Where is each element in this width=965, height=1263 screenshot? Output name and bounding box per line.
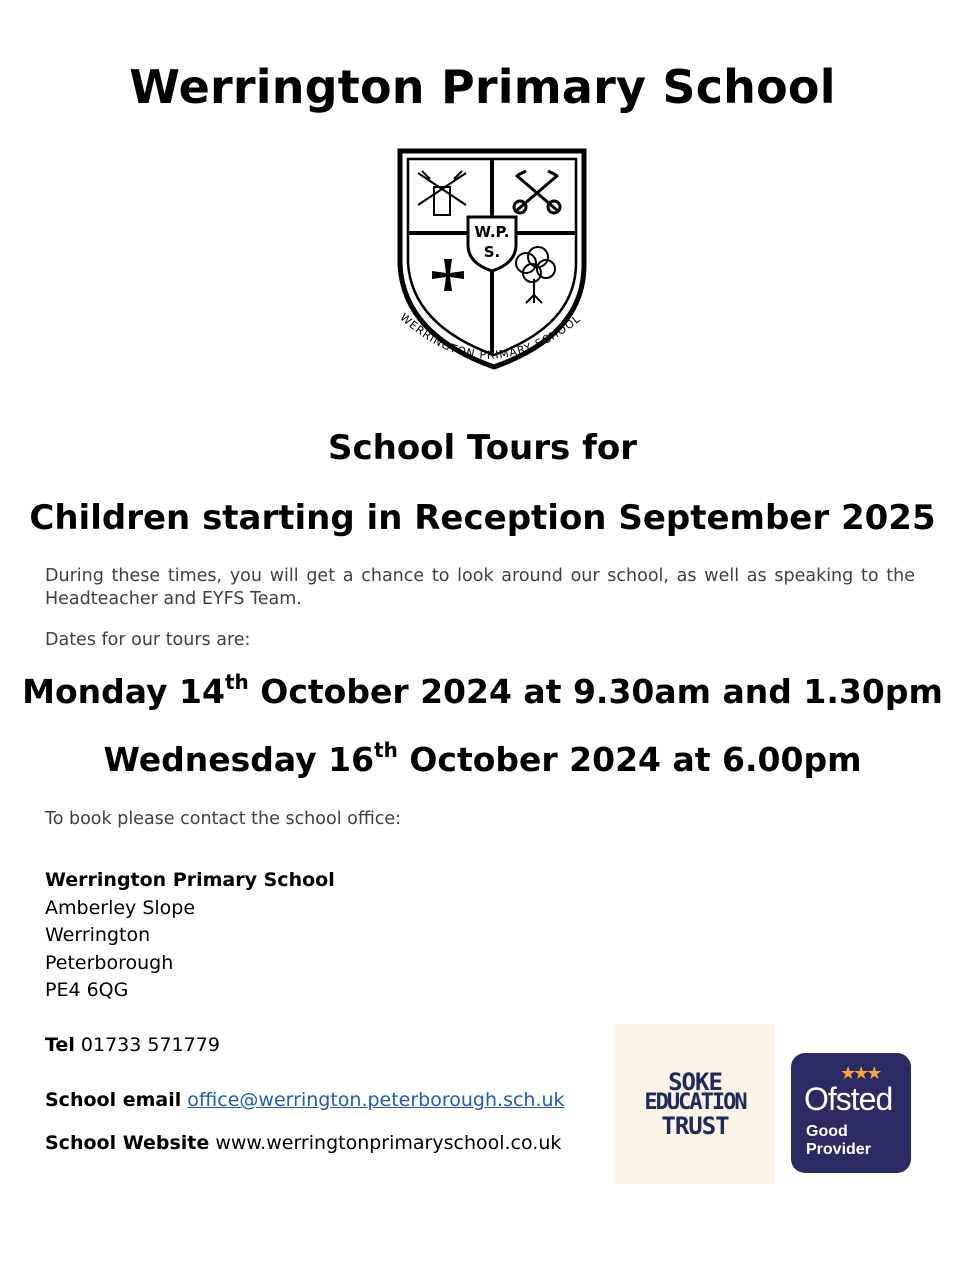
address-line-2: Werrington <box>45 924 151 946</box>
dates-label: Dates for our tours are: <box>45 630 251 650</box>
address-line-3: Peterborough <box>45 951 174 974</box>
crest-initials-bottom: S. <box>483 243 501 261</box>
tel-label: Tel <box>45 1034 75 1056</box>
tour-date-2-suffix: th <box>374 738 398 762</box>
intro-paragraph: During these times, you will get a chance to look around our school, as well as speaking to the Headteacher and EYFS Team. <box>45 566 915 609</box>
crest-ring-text: WERRINGTON PRIMARY SCHOOL <box>397 310 584 362</box>
ofsted-rating-line-1: Good <box>806 1123 848 1140</box>
tour-date-2 <box>0 740 965 779</box>
soke-logo-line-2: EDUCATION <box>644 1090 746 1115</box>
ofsted-name: Ofsted <box>804 1081 893 1117</box>
tour-date-1 <box>0 672 965 711</box>
soke-education-trust-logo <box>615 1024 775 1184</box>
ofsted-rating-line-2: Provider <box>806 1141 871 1158</box>
website-value: www.werringtonprimaryschool.co.uk <box>215 1132 562 1154</box>
ofsted-rating <box>806 1123 871 1159</box>
address-school-name: Werrington Primary School <box>45 869 335 891</box>
tel-value: 01733 571779 <box>80 1034 220 1056</box>
website-label: School Website <box>45 1132 210 1154</box>
tour-date-2-rest: October 2024 at 6.00pm <box>397 740 862 779</box>
email-link[interactable]: office@werrington.peterborough.sch.uk <box>187 1089 565 1111</box>
tours-heading: School Tours for <box>327 428 638 468</box>
crest-initials-top: W.P. <box>474 223 510 241</box>
address-line-1: Amberley Slope <box>45 896 196 919</box>
stars-icon: ★★★ <box>840 1063 880 1084</box>
tour-date-1-rest: October 2024 at 9.30am and 1.30pm <box>248 672 943 711</box>
ofsted-good-provider-logo <box>791 1053 911 1173</box>
tour-date-1-suffix: th <box>224 670 249 694</box>
telephone-line <box>45 1032 220 1060</box>
email-line <box>45 1087 565 1115</box>
school-address <box>45 867 335 1005</box>
soke-logo-line-3: TRUST <box>661 1112 729 1140</box>
website-line <box>45 1130 561 1158</box>
booking-instruction: To book please contact the school office: <box>45 809 402 829</box>
tour-date-2-day: Wednesday 16 <box>103 740 375 779</box>
address-postcode: PE4 6QG <box>45 979 129 1001</box>
page-title: Werrington Primary School <box>129 60 836 114</box>
tour-date-1-day: Monday 14 <box>22 672 225 711</box>
email-label: School email <box>45 1089 182 1111</box>
tours-subheading: Children starting in Reception September 2025 <box>29 498 936 538</box>
soke-logo-line-1: SOKE <box>668 1068 722 1096</box>
school-crest-logo <box>386 145 608 397</box>
